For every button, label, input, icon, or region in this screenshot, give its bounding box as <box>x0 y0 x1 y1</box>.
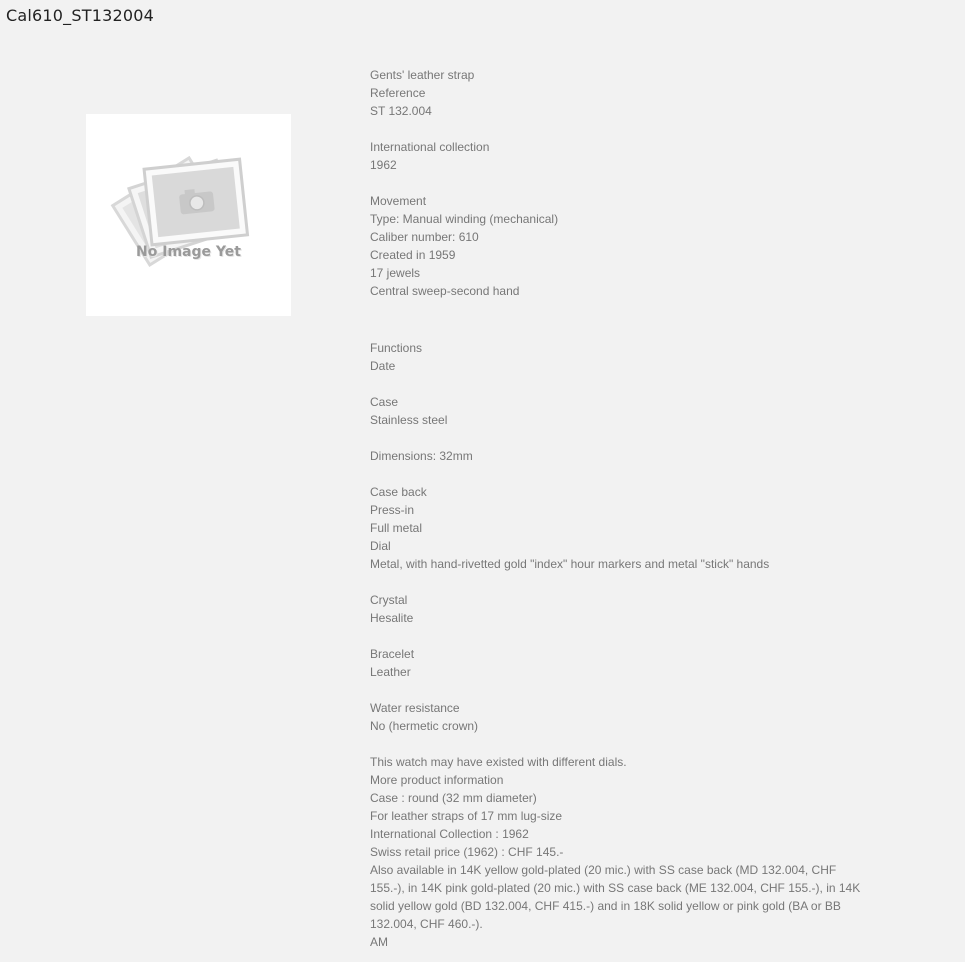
retail-price: Swiss retail price (1962) : CHF 145.- <box>370 845 564 859</box>
created-year: Created in 1959 <box>370 248 456 262</box>
reference-label: Reference <box>370 86 426 100</box>
dimensions: Dimensions: 32mm <box>370 449 473 463</box>
case-value: Stainless steel <box>370 413 448 427</box>
dial-label: Dial <box>370 539 391 553</box>
caseback-type: Press-in <box>370 503 415 517</box>
author-signature: AM <box>370 935 388 949</box>
no-image-label: No Image Yet <box>136 244 241 260</box>
caliber-number: Caliber number: 610 <box>370 230 479 244</box>
dials-note: This watch may have existed with different dials. <box>370 755 627 769</box>
photo-stack-camera-icon <box>86 114 291 316</box>
dial-value: Metal, with hand-rivetted gold "index" hour markers and metal "stick" hands <box>370 557 770 571</box>
movement-label: Movement <box>370 194 427 208</box>
jewels: 17 jewels <box>370 266 421 280</box>
water-resistance-label: Water resistance <box>370 701 460 715</box>
crystal-label: Crystal <box>370 593 408 607</box>
collection-label: International collection <box>370 140 490 154</box>
seconds-hand: Central sweep-second hand <box>370 284 520 298</box>
functions-label: Functions <box>370 341 423 355</box>
movement-type: Type: Manual winding (mechanical) <box>370 212 559 226</box>
reference-value: ST 132.004 <box>370 104 432 118</box>
crystal-value: Hesalite <box>370 611 414 625</box>
functions-value: Date <box>370 359 396 373</box>
product-image-placeholder <box>86 114 291 316</box>
more-info-heading: More product information <box>370 773 504 787</box>
product-details <box>370 66 865 951</box>
caseback-label: Case back <box>370 485 427 499</box>
availability-note: Also available in 14K yellow gold-plated (20 mic.) with SS case back (MD 132.004, CHF 155.-), in 14K pink gold-plated (20 mic.) with SS case back (ME 132.004, CHF 155.-), in 14K solid yellow gold (BD 132.004, CHF 415.-) and in 18K solid yellow or pink gold (BA or BB 132.004, CHF 460.-). <box>370 863 861 931</box>
page-title: Cal610_ST132004 <box>6 6 154 25</box>
collection-year: 1962 <box>370 158 397 172</box>
strap-type: Gents' leather strap <box>370 68 475 82</box>
strap-size: For leather straps of 17 mm lug-size <box>370 809 563 823</box>
case-label: Case <box>370 395 399 409</box>
bracelet-value: Leather <box>370 665 411 679</box>
caseback-material: Full metal <box>370 521 423 535</box>
bracelet-label: Bracelet <box>370 647 415 661</box>
water-resistance-value: No (hermetic crown) <box>370 719 479 733</box>
case-shape: Case : round (32 mm diameter) <box>370 791 537 805</box>
international-collection: International Collection : 1962 <box>370 827 529 841</box>
